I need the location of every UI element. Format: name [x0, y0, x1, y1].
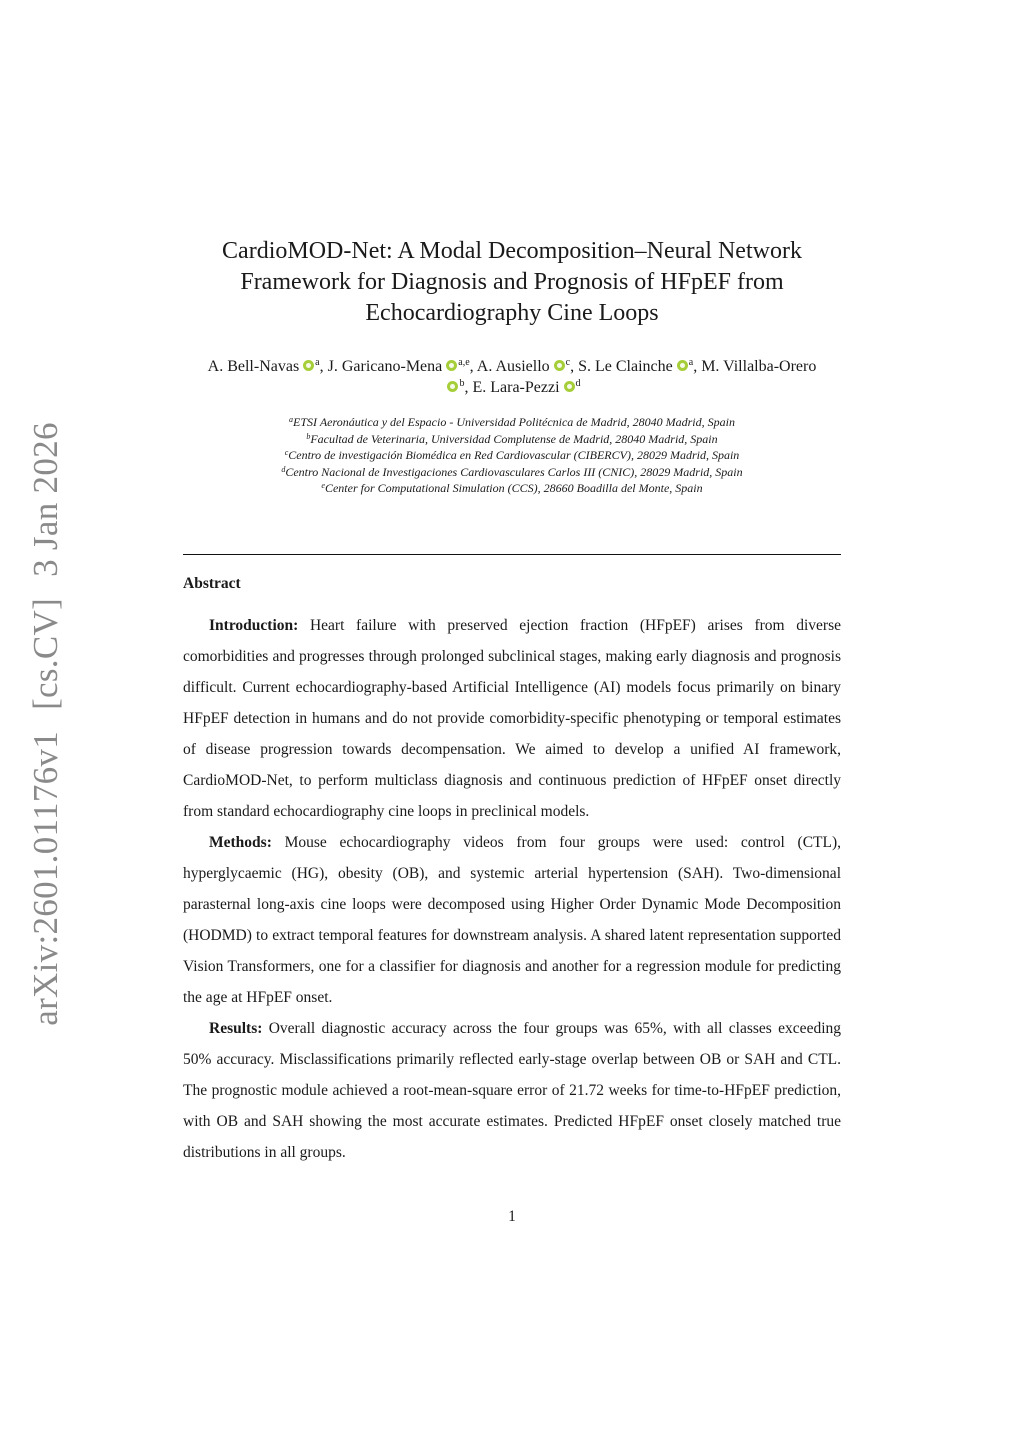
paragraph-label: Introduction:	[209, 617, 299, 634]
arxiv-category: [cs.CV]	[26, 597, 65, 710]
affiliation-text: Facultad de Veterinaria, Universidad Complutense de Madrid, 28040 Madrid, Spain	[310, 431, 718, 446]
author	[477, 358, 570, 375]
paragraph-label: Results:	[209, 1020, 263, 1037]
author-affil-sup: a	[688, 357, 694, 368]
abstract-paragraph	[183, 610, 841, 827]
paragraph-text: Mouse echocardiography videos from four groups were used: control (CTL), hyperglycaemic (HG), obesity (OB), and systemic arterial hypertension (SAH). Two-dimensional parasternal long-axis cine loops were decomposed using Higher Order Dynamic Mode Decomposition (HODMD) to extract temporal features for downstream analysis. A shared latent representation supported Vision Transformers, one for a classifier for diagnosis and another for a regression module for predicting the age at HFpEF onset.	[183, 834, 842, 1006]
affiliation-sup: c	[284, 448, 289, 457]
author-affil-sup: c	[565, 357, 571, 368]
title-line: CardioMOD-Net: A Modal Decomposition–Neural Network	[222, 238, 802, 264]
affiliation-text: Centro de investigación Biomédica en Red Cardiovascular (CIBERCV), 28029 Madrid, Spain	[288, 448, 740, 462]
author-name: E. Lara-Pezzi	[472, 379, 560, 396]
author-name: M. Villalba-Orero	[701, 358, 817, 375]
affiliation-sup: a	[289, 415, 294, 424]
affiliation-text: ETSI Aeronáutica y del Espacio - Universidad Politécnica de Madrid, 28040 Madrid, Spain	[293, 415, 735, 429]
orcid-icon[interactable]	[564, 381, 575, 392]
author-affil-sup: d	[575, 378, 581, 389]
affiliation-text: Centro Nacional de Investigaciones Cardiovasculares Carlos III (CNIC), 28029 Madrid, Spain	[285, 464, 743, 479]
affiliation-list	[183, 414, 841, 497]
orcid-icon[interactable]	[303, 360, 314, 371]
title-line: Echocardiography Cine Loops	[365, 300, 659, 326]
author-affil-sup: a	[315, 357, 320, 368]
affiliation	[183, 414, 841, 431]
author-affil-sup: a,e	[458, 357, 470, 368]
abstract-paragraph	[183, 827, 841, 1013]
author	[208, 358, 320, 375]
affiliation	[183, 464, 841, 481]
paper-title	[183, 236, 841, 329]
paragraph-label: Methods:	[209, 834, 272, 851]
author-continued	[443, 379, 464, 396]
orcid-icon[interactable]	[447, 381, 458, 392]
author-name: J. Garicano-Mena	[327, 358, 443, 375]
paragraph-text: Overall diagnostic accuracy across the four groups was 65%, with all classes exceeding 50% accuracy. Misclassifications primarily reflected early-stage overlap between OB or SAH and CTL. The prognostic module achieved a root-mean-square error of 21.72 weeks for time-to-HFpEF prediction, with OB and SAH showing the most accurate estimates. Predicted HFpEF onset closely matched true distributions in all groups.	[183, 1020, 842, 1161]
arxiv-stamp	[26, 416, 66, 1031]
abstract-heading: Abstract	[183, 575, 241, 592]
affiliation	[183, 447, 841, 464]
author	[701, 358, 816, 375]
author-affil-sup: b	[459, 378, 465, 389]
author	[578, 358, 693, 375]
title-line: Framework for Diagnosis and Prognosis of HFpEF from	[240, 269, 784, 295]
affiliation-sup: d	[281, 464, 286, 474]
abstract-body	[183, 610, 841, 1168]
arxiv-date: 3 Jan 2026	[26, 422, 65, 577]
abstract-paragraph	[183, 1013, 841, 1168]
affiliation	[183, 480, 841, 497]
orcid-icon[interactable]	[677, 360, 688, 371]
author-list: A. Bell-Navas $^a$, J. Garicano-Mena $^{a,e}$, A. Ausiello $^c$, S. Le Clainche $^a$, M. Villalba-Orero $^b$, E. Lara-Pezzi $^d$	[207, 357, 817, 396]
author-name: S. Le Clainche	[578, 358, 673, 375]
author-name: A. Bell-Navas	[207, 358, 300, 375]
arxiv-id: arXiv:2601.01176v1	[26, 730, 65, 1026]
page-number: 1	[508, 1208, 516, 1225]
author-name: A. Ausiello	[476, 358, 550, 375]
affiliation-text: Center for Computational Simulation (CCS), 28660 Boadilla del Monte, Spain	[324, 481, 703, 495]
affiliation	[183, 431, 841, 448]
author	[472, 379, 580, 396]
orcid-icon[interactable]	[554, 360, 565, 371]
section-divider	[183, 554, 841, 555]
paragraph-text: Heart failure with preserved ejection fraction (HFpEF) arises from diverse comorbidities and progresses through prolonged subclinical stages, making early diagnosis and prognosis difficult. Current echocardiography-based Artificial Intelligence (AI) models focus primarily on binary HFpEF detection in humans and do not provide comorbidity-specific phenotyping or temporal estimates of disease progression towards decompensation. We aimed to develop a unified AI framework, CardioMOD-Net, to perform multiclass diagnosis and continuous prediction of HFpEF onset directly from standard echocardiography cine loops in preclinical models.	[183, 617, 842, 820]
orcid-icon[interactable]	[446, 360, 457, 371]
affiliation-sup: b	[306, 431, 311, 441]
author	[328, 358, 470, 375]
affiliation-sup: e	[321, 481, 325, 490]
